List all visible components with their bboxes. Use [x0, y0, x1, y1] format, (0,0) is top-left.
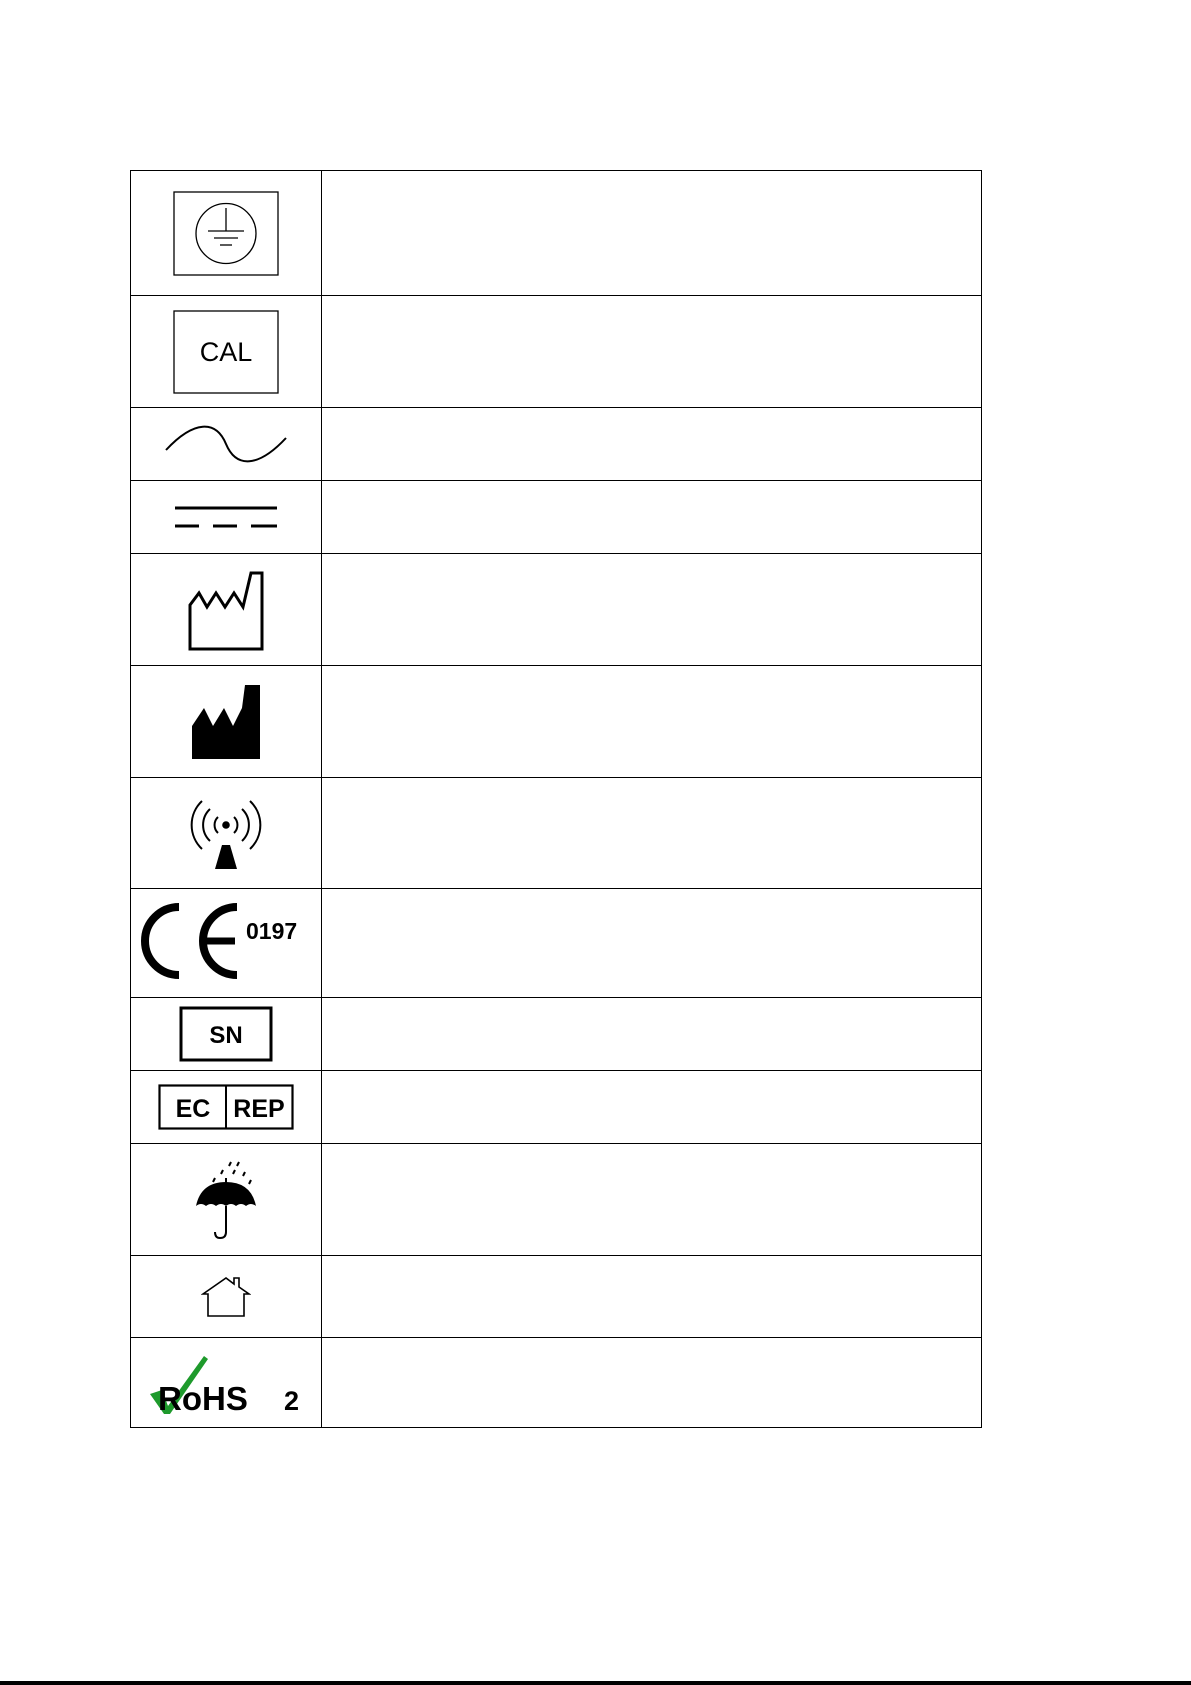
description-cell: [322, 1256, 982, 1338]
symbol-cell: [131, 1071, 322, 1144]
description-cell: [322, 481, 982, 554]
table-row: [131, 666, 982, 778]
description-cell: [322, 408, 982, 481]
table-row: [131, 481, 982, 554]
symbol-cell: [131, 889, 322, 998]
table-row: [131, 408, 982, 481]
table-row: [131, 998, 982, 1071]
symbol-cell: [131, 554, 322, 666]
protective-earth-icon: [173, 191, 279, 276]
symbol-cell: [131, 998, 322, 1071]
table-row: [131, 1071, 982, 1144]
alternating-current-icon: [164, 424, 288, 464]
symbol-cell: [131, 1338, 322, 1428]
ec-label: EC: [175, 1095, 211, 1123]
description-cell: [322, 998, 982, 1071]
table-row: [131, 778, 982, 889]
calibration-icon: [173, 310, 279, 394]
ce-mark-icon: [141, 903, 311, 983]
ce-number: 0197: [246, 918, 298, 944]
keep-dry-icon: [193, 1160, 259, 1240]
table-row: [131, 296, 982, 408]
table-row: [131, 1338, 982, 1428]
table-row: [131, 1256, 982, 1338]
table-row: [131, 889, 982, 998]
description-cell: [322, 554, 982, 666]
non-ionizing-radiation-icon: [185, 795, 267, 871]
ec-rep-icon: [158, 1084, 294, 1130]
symbol-cell: [131, 481, 322, 554]
symbol-cell: [131, 666, 322, 778]
description-cell: [322, 1144, 982, 1256]
date-of-manufacture-icon: [187, 569, 265, 651]
symbols-table: [130, 170, 982, 1428]
symbol-cell: [131, 296, 322, 408]
symbol-cell: [131, 408, 322, 481]
symbol-cell: [131, 778, 322, 889]
description-cell: [322, 171, 982, 296]
symbol-cell: [131, 1256, 322, 1338]
rohs-label: RoHS: [158, 1379, 248, 1416]
description-cell: [322, 889, 982, 998]
cal-label: CAL: [199, 336, 253, 367]
description-cell: [322, 778, 982, 889]
table-row: [131, 554, 982, 666]
sn-label: SN: [209, 1022, 243, 1049]
rep-label: REP: [233, 1095, 285, 1123]
serial-number-icon: [179, 1006, 273, 1062]
direct-current-icon: [173, 502, 279, 532]
table-row: [131, 171, 982, 296]
symbol-cell: [131, 1144, 322, 1256]
description-cell: [322, 666, 982, 778]
rohs-icon: [146, 1350, 306, 1416]
table-row: [131, 1144, 982, 1256]
indoor-use-icon: [201, 1276, 251, 1318]
description-cell: [322, 1338, 982, 1428]
page-bottom-rule: [0, 1681, 1191, 1685]
symbol-cell: [131, 171, 322, 296]
description-cell: [322, 1071, 982, 1144]
description-cell: [322, 296, 982, 408]
manufacturer-icon: [191, 684, 261, 760]
rohs-version: 2: [284, 1385, 300, 1416]
